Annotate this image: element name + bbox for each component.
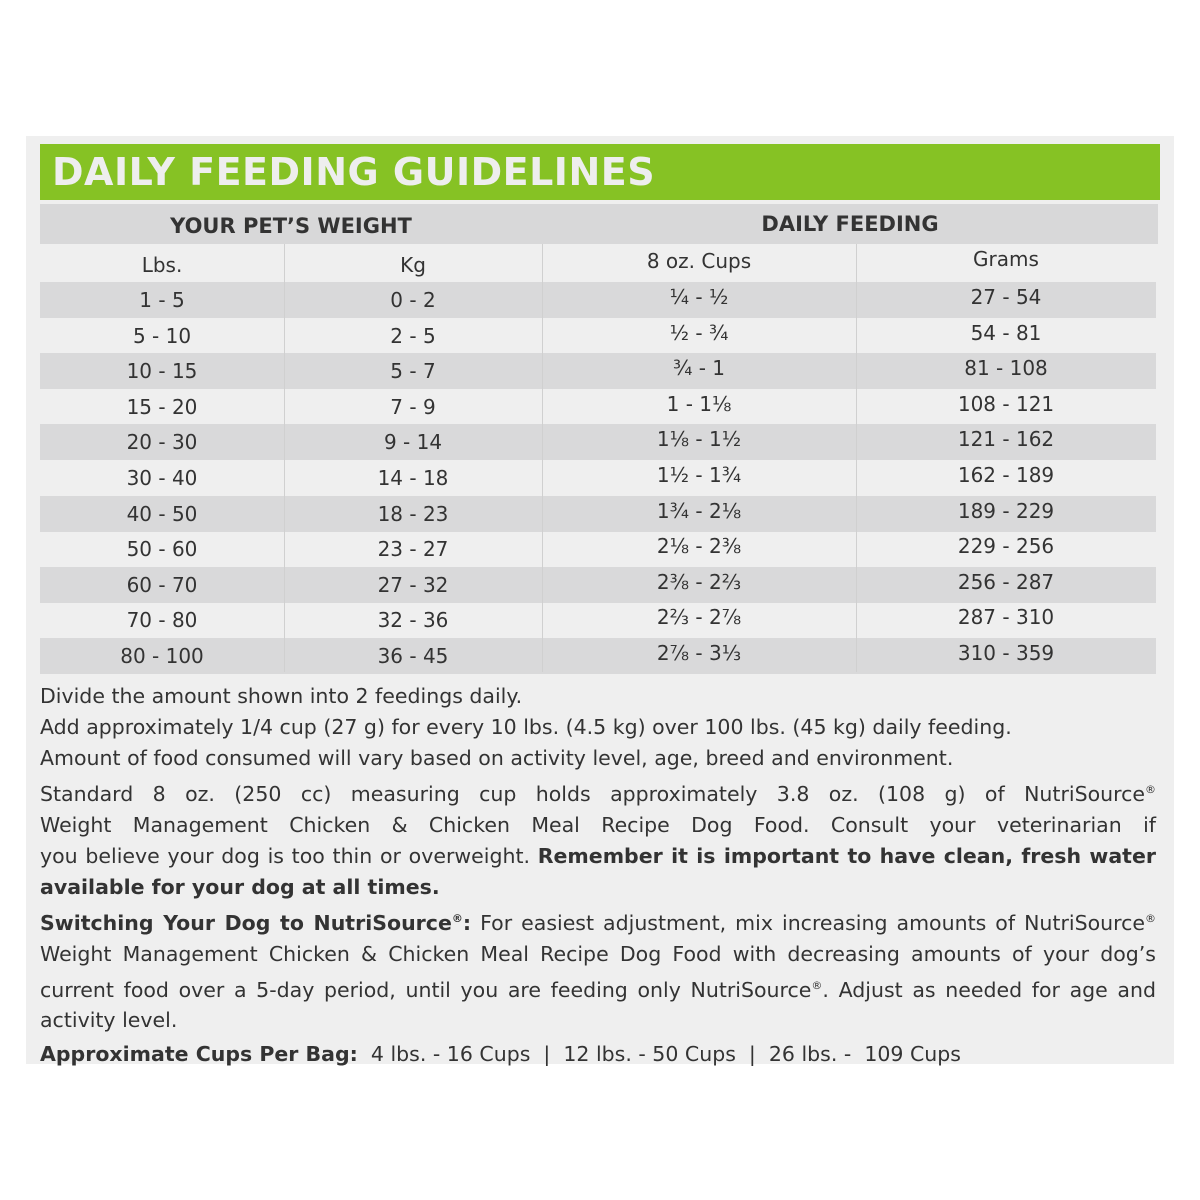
cell-grams: 256 - 287 xyxy=(957,569,1055,594)
cell-grams: 81 - 108 xyxy=(964,356,1048,381)
cell-lbs: 60 - 70 xyxy=(126,572,198,597)
cell-grams: 189 - 229 xyxy=(957,498,1055,523)
cell-cups: ¼ - ½ xyxy=(669,285,729,309)
cell-grams: 229 - 256 xyxy=(957,534,1055,559)
cell-cups: 1⅛ - 1½ xyxy=(656,427,742,452)
table-row xyxy=(40,638,1156,674)
column-header-grams: Grams xyxy=(973,247,1039,271)
cell-lbs: 5 - 10 xyxy=(132,323,192,348)
page-title: DAILY FEEDING GUIDELINES xyxy=(52,150,656,194)
note-switching: Switching Your Dog to NutriSource®: For easiest adjustment, mix increasing amounts of NutriSource® Weight Management Chicken & Chicken Meal Recipe Dog Food with decreasing amounts of your dog’s current food over a 5-day period, until you are feeding only NutriSource®. Adjust as needed for age and activity level. xyxy=(40,910,1156,1033)
note-cup-measure: Standard 8 oz. (250 cc) measuring cup holds approximately 3.8 oz. (108 g) of NutriSource® xyxy=(40,781,1156,806)
cell-cups: ¾ - 1 xyxy=(672,356,726,381)
cell-kg: 32 - 36 xyxy=(377,608,449,633)
column-header-row xyxy=(40,244,1156,282)
table-row xyxy=(40,602,1156,638)
cell-cups: 1¾ - 2⅛ xyxy=(656,498,742,523)
table-row xyxy=(40,567,1156,603)
cell-kg: 2 - 5 xyxy=(390,323,436,348)
cell-cups: 1½ - 1¾ xyxy=(656,463,742,487)
cell-lbs: 50 - 60 xyxy=(126,537,198,562)
table-row xyxy=(40,318,1156,354)
cell-kg: 0 - 2 xyxy=(390,288,436,312)
column-divider xyxy=(856,244,857,672)
note-cups-per-bag: Approximate Cups Per Bag: 4 lbs. - 16 Cups | 12 lbs. - 50 Cups | 26 lbs. - 109 Cups xyxy=(40,1042,961,1067)
column-divider xyxy=(284,244,285,672)
note-variation: Amount of food consumed will vary based on activity level, age, breed and environment. xyxy=(40,746,954,770)
cell-kg: 7 - 9 xyxy=(390,394,436,419)
cell-grams: 162 - 189 xyxy=(957,463,1055,487)
table-row xyxy=(40,389,1156,425)
table-row xyxy=(40,353,1156,389)
cell-grams: 27 - 54 xyxy=(970,285,1042,309)
cell-lbs: 10 - 15 xyxy=(126,359,198,384)
table-row xyxy=(40,531,1156,567)
cell-cups: 2⅛ - 2⅜ xyxy=(656,534,742,559)
cell-lbs: 20 - 30 xyxy=(126,430,198,455)
weight-group-header: YOUR PET’S WEIGHT xyxy=(40,204,542,244)
note-consult: Weight Management Chicken & Chicken Meal Recipe Dog Food. Consult your veterinarian if xyxy=(40,812,1156,837)
note-water: you believe your dog is too thin or overweight. Remember it is important to have clean, fresh water available for your dog at all times. xyxy=(40,843,1156,899)
note-divide: Divide the amount shown into 2 feedings daily. xyxy=(40,684,523,708)
cell-grams: 54 - 81 xyxy=(970,320,1042,345)
cell-kg: 9 - 14 xyxy=(383,430,443,455)
note-add-extra: Add approximately 1/4 cup (27 g) for every 10 lbs. (4.5 kg) over 100 lbs. (45 kg) daily feeding. xyxy=(40,715,1012,739)
cell-kg: 5 - 7 xyxy=(390,359,436,384)
cell-grams: 310 - 359 xyxy=(957,641,1055,665)
table-row xyxy=(40,460,1156,496)
table-row xyxy=(40,282,1156,318)
feeding-group-header: DAILY FEEDING xyxy=(542,204,1158,244)
cell-lbs: 30 - 40 xyxy=(126,466,198,490)
cell-lbs: 1 - 5 xyxy=(139,288,185,312)
cell-lbs: 15 - 20 xyxy=(126,394,198,419)
cell-lbs: 40 - 50 xyxy=(126,501,198,526)
cell-cups: 2⅞ - 3⅓ xyxy=(656,641,742,665)
column-header-lbs: Lbs. xyxy=(141,253,183,277)
table-row xyxy=(40,424,1156,460)
cell-kg: 27 - 32 xyxy=(377,572,449,597)
feeding-notes xyxy=(40,681,1156,1070)
cell-cups: ½ - ¾ xyxy=(669,320,729,345)
cell-kg: 36 - 45 xyxy=(377,644,449,668)
cell-lbs: 80 - 100 xyxy=(120,644,204,668)
table-row xyxy=(40,496,1156,532)
cell-grams: 287 - 310 xyxy=(957,605,1055,630)
column-header-kg: Kg xyxy=(400,253,426,277)
title-banner xyxy=(40,144,1160,200)
cell-kg: 18 - 23 xyxy=(377,501,449,526)
cell-lbs: 70 - 80 xyxy=(126,608,198,633)
cell-grams: 108 - 121 xyxy=(957,391,1055,416)
cell-cups: 1 - 1⅛ xyxy=(666,391,732,416)
cell-kg: 23 - 27 xyxy=(377,537,449,562)
column-divider xyxy=(542,244,543,672)
cell-cups: 2⅔ - 2⅞ xyxy=(656,605,742,630)
cell-grams: 121 - 162 xyxy=(957,427,1055,452)
column-header-cups: 8 oz. Cups xyxy=(646,249,752,273)
cell-cups: 2⅜ - 2⅔ xyxy=(656,569,742,594)
cell-kg: 14 - 18 xyxy=(377,466,449,490)
